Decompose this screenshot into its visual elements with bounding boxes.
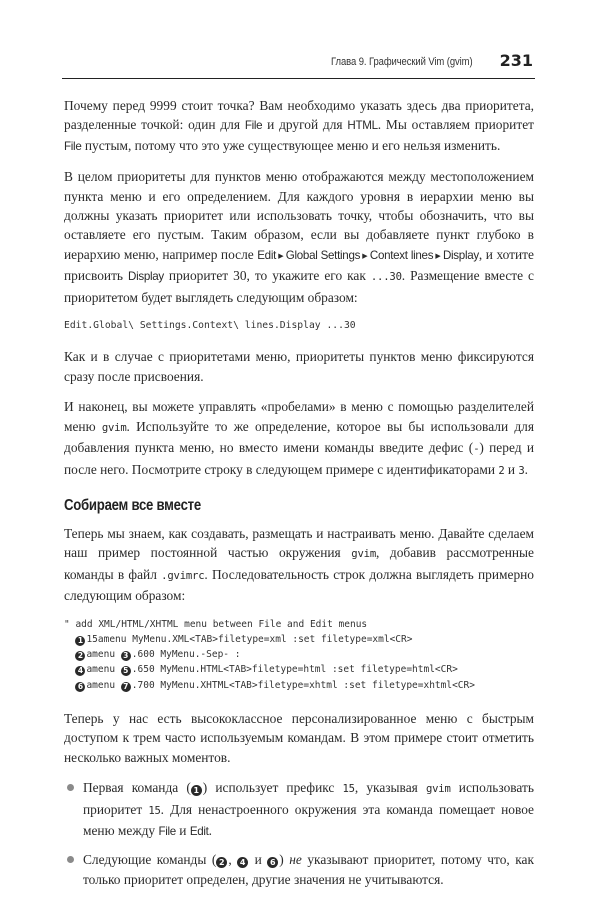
text: и <box>504 461 519 477</box>
text: . Последовательность строк должна выглядеть примерно следующим образом: <box>64 566 535 604</box>
triangle-right-icon: ▶ <box>278 251 284 260</box>
callout-5-icon: 5 <box>121 666 131 676</box>
text: , указывая <box>354 780 426 796</box>
code-comment: " add XML/HTML/XHTML menu between File and Edit menus <box>64 618 368 630</box>
text: Первая команда ( <box>83 780 191 796</box>
menu-path-edit: Edit <box>257 248 277 262</box>
paragraph-summary: Теперь у нас есть высококлассное персонализированное меню с быстрым доступом к трем часто используемым командам. В этом примере стоит отметить несколько важных моментов. <box>64 711 534 765</box>
inline-code: gvim <box>425 783 451 796</box>
callout-4-icon: 4 <box>75 666 85 676</box>
callout-4-icon: 4 <box>237 857 248 868</box>
page-number: 231 <box>499 51 533 70</box>
text: , <box>228 852 238 868</box>
callout-3-icon: 3 <box>121 651 131 661</box>
code-text: 15amenu MyMenu.XML<TAB>filetype=xml :set filetype=xml<CR> <box>86 633 413 645</box>
chapter-title: Глава 9. Графический Vim (gvim) <box>331 56 473 68</box>
menu-path-global-settings: Global Settings <box>285 248 361 262</box>
text: использовать приоритет <box>83 780 534 817</box>
text: ) перед и после него. Посмотрите строку в следующем примере с идентификаторами <box>64 440 534 477</box>
inline-code: ...30 <box>370 271 402 284</box>
text: ) использует префикс <box>202 780 343 796</box>
code-text: amenu <box>86 679 121 691</box>
triangle-right-icon: ▶ <box>362 251 368 260</box>
text: . Мы оставляем приоритет <box>377 117 534 133</box>
code-line <box>64 662 534 677</box>
paragraph-menu-priorities <box>64 167 534 307</box>
text: Следующие команды ( <box>83 852 217 868</box>
inline-code: .gvimrc <box>161 569 205 582</box>
ui-term-file: File <box>64 139 82 153</box>
inline-code: 15 <box>148 804 161 817</box>
text: пустым, потому что это уже существующее меню и его нельзя изменить. <box>81 137 501 153</box>
list-item-text <box>83 778 534 841</box>
text: и другой для <box>262 117 348 133</box>
ui-term-display: Display <box>128 270 164 284</box>
list-item <box>64 778 534 841</box>
callout-7-icon: 7 <box>121 682 131 692</box>
code-block-gvimrc <box>64 617 534 693</box>
ui-term-html: HTML <box>347 119 378 133</box>
inline-code: gvim <box>351 548 376 561</box>
inline-code: 15 <box>342 783 355 796</box>
bullet-icon <box>67 856 74 863</box>
code-text: .650 MyMenu.HTML<TAB>filetype=html :set filetype=html<CR> <box>131 664 458 676</box>
text: , и хотите присвоить <box>64 246 534 284</box>
text: И наконец, вы можете управлять «пробелами» в меню с помощью разделителей меню <box>64 399 534 434</box>
code-line <box>64 678 534 693</box>
text: В целом приоритеты для пунктов меню отображаются между местоположением пункта меню и его определением. Для каждого уровня в иерархии меню вы должны указать приоритет или использовать точку, чтобы обозначить, что вы оставляете его пустым. Таким образом, если вы добавляете пункт глубоко в иерархию меню, например после <box>64 169 534 262</box>
text: Теперь мы знаем, как создавать, размещать и настраивать меню. Давайте сделаем наш пример постоянной частью окружения <box>64 525 534 561</box>
ui-term-file: File <box>158 825 176 839</box>
triangle-right-icon: ▶ <box>435 251 441 260</box>
ui-term-edit: Edit <box>189 825 209 839</box>
section-heading: Собираем все вместе <box>64 496 201 514</box>
code-text: amenu <box>86 649 121 661</box>
code-text: amenu <box>86 664 121 676</box>
callout-1-icon: 1 <box>191 785 202 796</box>
text: . Размещение вместе с приоритетом будет выглядеть следующим образом: <box>64 268 535 305</box>
callout-2-icon: 2 <box>216 857 227 868</box>
text: Почему перед 9999 стоит точка? Вам необходимо указать здесь два приоритета, разделенные точкой: один для <box>64 98 534 133</box>
text: ) <box>279 852 290 868</box>
list-item <box>64 850 534 889</box>
running-header <box>62 50 535 79</box>
paragraph-gvimrc <box>64 524 534 606</box>
code-line <box>64 647 534 662</box>
inline-code: 2 <box>498 464 505 477</box>
callout-2-icon: 2 <box>75 651 85 661</box>
text: . <box>208 823 212 839</box>
ui-term-file: File <box>244 119 263 133</box>
text: . <box>524 461 528 477</box>
text: . Для ненастроенного окружения эта команда помещает новое меню между <box>83 801 534 839</box>
inline-code: gvim <box>101 421 127 434</box>
menu-path-context-lines: Context lines <box>369 248 434 262</box>
callout-6-icon: 6 <box>75 682 85 692</box>
text: , добавив рассмотренные команды в файл <box>64 545 534 582</box>
page-body <box>64 96 534 898</box>
text: и <box>175 823 190 839</box>
callout-1-icon: 1 <box>75 636 85 646</box>
text: . Используйте то же определение, которое вы бы использовали для добавления пункта меню, но вместо имени команды введите дефис ( <box>64 418 534 456</box>
bullet-list <box>64 778 534 889</box>
code-line <box>64 632 534 647</box>
code-example-menu-path: Edit.Global\ Settings.Context\ lines.Display ...30 <box>64 320 356 332</box>
paragraph-priority-dot <box>64 96 534 156</box>
inline-code: 3 <box>518 464 525 477</box>
list-item-text <box>83 850 534 889</box>
code-text: .700 MyMenu.XHTML<TAB>filetype=xhtml :set filetype=xhtml<CR> <box>131 679 475 691</box>
inline-code: - <box>473 443 480 456</box>
emphasis: не <box>289 852 302 868</box>
code-text: .600 MyMenu.-Sep- : <box>131 649 241 661</box>
paragraph-separators <box>64 397 534 481</box>
paragraph-fixed-priorities: Как и в случае с приоритетами меню, приоритеты пунктов меню фиксируются сразу после присвоения. <box>64 349 534 384</box>
menu-path-display: Display <box>442 248 479 262</box>
text: указывают приоритет, потому что, как только приоритет определен, другие значения не учитываются. <box>83 852 534 887</box>
text: приоритет 30, то укажите его как <box>163 268 371 284</box>
bullet-icon <box>67 784 74 791</box>
callout-6-icon: 6 <box>267 857 278 868</box>
text: и <box>249 852 268 868</box>
